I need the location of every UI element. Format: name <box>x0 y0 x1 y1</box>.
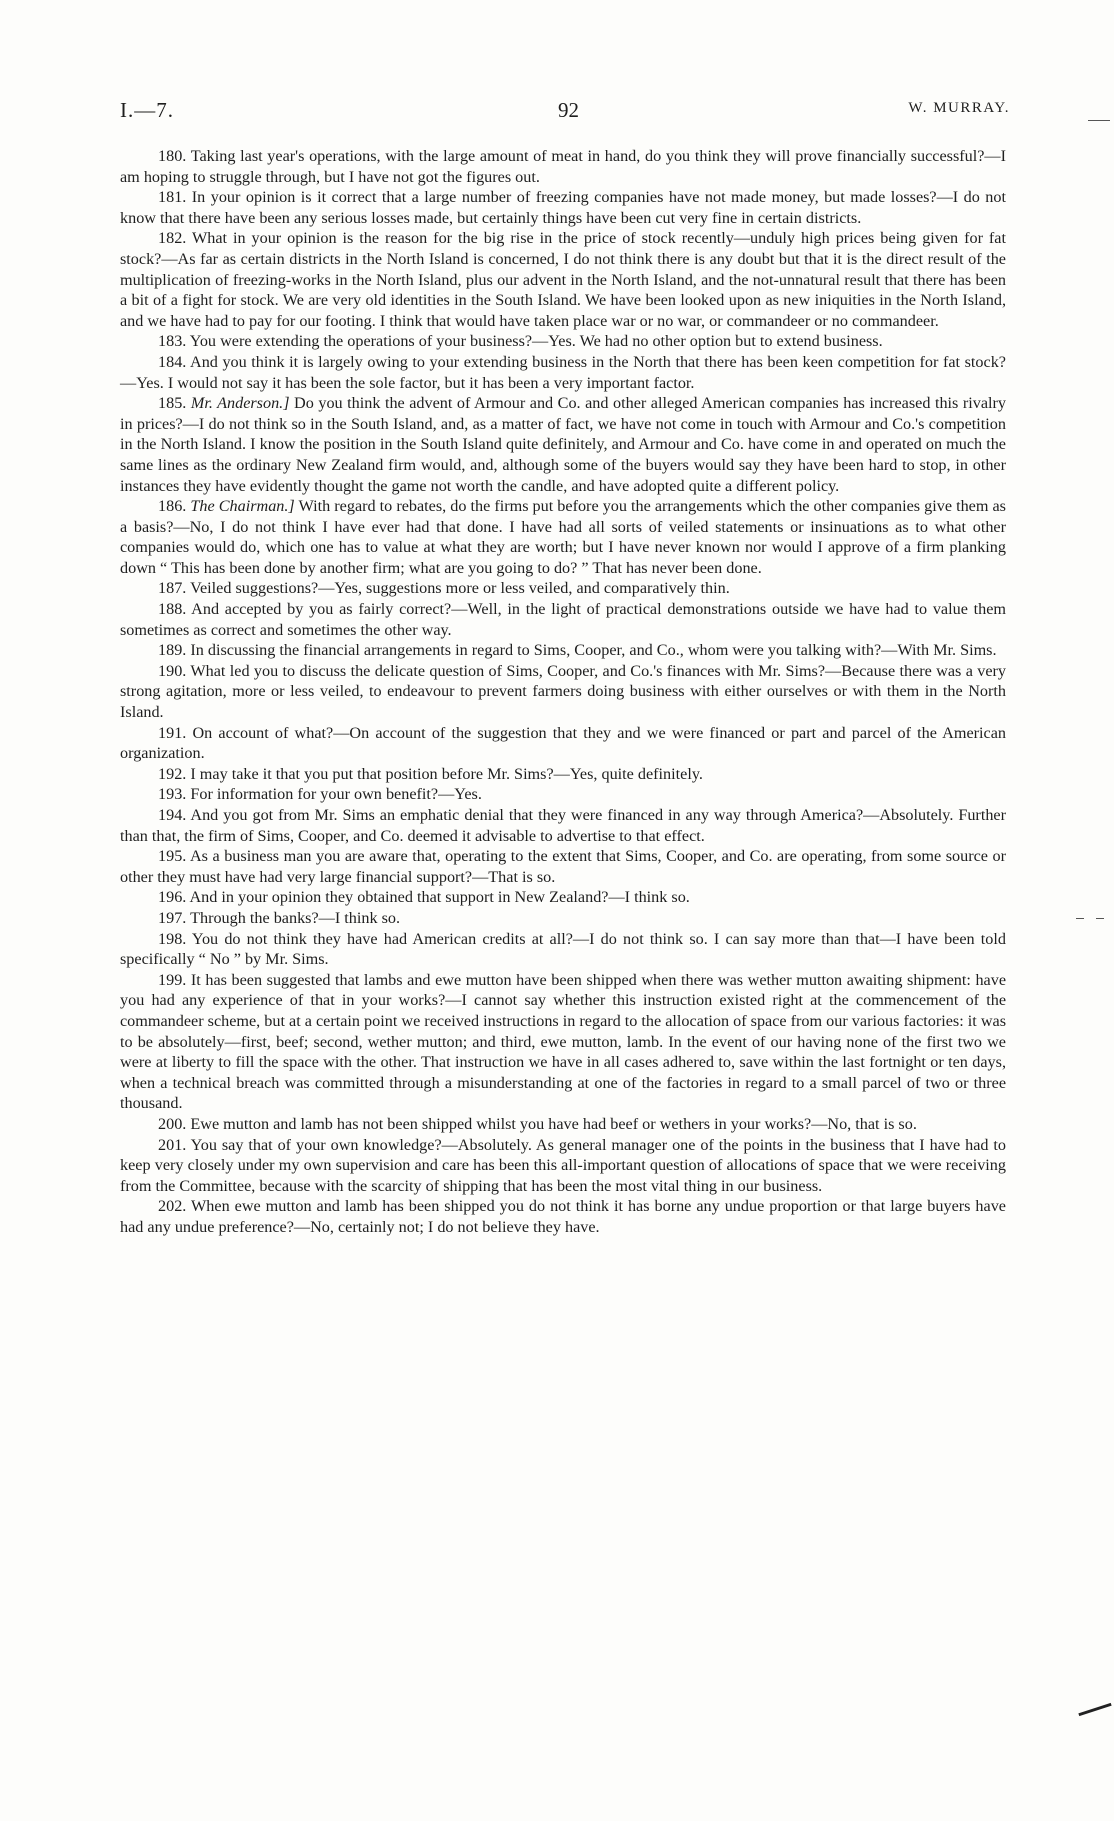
paragraph-199: 199. It has been suggested that lambs and ewe mutton have been shipped when there was wether mutton awaiting shipment: have you had any experience of that in your works?—I cannot say whether this instruction existed right at the commencement of the commandeer scheme, but at a certain point we received instructions in regard to the allocation of space from our various factories: it was to be absolutely—first, beef; second, wether mutton; and third, ewe mutton, lamb. In the event of our having none of the first two we were at liberty to fill the space with the other. That instruction we have in all cases adhered to, save within the last fortnight or ten days, when a technical breach was committed through a misunderstanding at one of the factories in regard to a small parcel of two or three thousand. <box>120 970 1006 1113</box>
paragraph-185 <box>120 393 1006 496</box>
paragraph-191: 191. On account of what?—On account of the suggestion that they and we were financed or part and parcel of the American organization. <box>120 723 1006 763</box>
question-number: 185. <box>158 394 187 413</box>
parliamentary-paper-ref: I.—7. <box>120 98 174 122</box>
paragraph-202: 202. When ewe mutton and lamb has been shipped you do not think it has borne any undue proportion or that large buyers have had any undue preference?—No, certainly not; I do not believe they have. <box>120 1197 1006 1236</box>
paragraph-182: 182. What in your opinion is the reason for the big rise in the price of stock recently—unduly high prices being given for fat stock?—As far as certain districts in the North Island is concerned, I do not think there is any doubt but that it is the direct result of the multiplication of freezing-works in the North Island, plus our advent in the North Island, and the not-unnatural result that there has been a bit of a fight for stock. We are very old identities in the South Island. We have been looked upon as new iniquities in the North Island, and we have had to pay for our footing. I think that would have taken place war or no war, or commandeer or no commandeer. <box>120 229 1006 330</box>
question-number: 186. <box>158 497 187 516</box>
paragraph-201: 201. You say that of your own knowledge?—Absolutely. As general manager one of the points in the business that I have had to keep very closely under my own supervision and care has been this all-important question of allocations of space that we were receiving from the Committee, because with the scarcity of shipping that has been the most vital thing in our business. <box>120 1135 1006 1195</box>
paragraph-186 <box>120 496 1006 578</box>
testimony-body <box>120 146 1006 1237</box>
speaker-name: The Chairman.] <box>190 497 295 516</box>
paragraph-189: 189. In discussing the financial arrangements in regard to Sims, Cooper, and Co., whom were you talking with?—With Mr. Sims. <box>158 641 997 660</box>
paragraph-190: 190. What led you to discuss the delicate question of Sims, Cooper, and Co.'s finances with Mr. Sims?—Because there was a very strong agitation, more or less veiled, to endeavour to prevent farmers doing business with either ourselves or with them in the North Island. <box>120 661 1006 722</box>
paragraph-181: 181. In your opinion is it correct that a large number of freezing companies have not made money, but made losses?—I do not know that there have been any serious losses made, but certainly things have been cut very fine in certain districts. <box>120 188 1006 227</box>
paragraph-198: 198. You do not think they have had American credits at all?—I do not think so. I can say more than that—I have been told specifically “ No ” by Mr. Sims. <box>120 929 1006 969</box>
paragraph-195: 195. As a business man you are aware that, operating to the extent that Sims, Cooper, and Co. are operating, from some source or other they must have had very large financial support?—That is so. <box>120 847 1006 886</box>
speaker-name: Mr. Anderson.] <box>190 394 290 413</box>
paragraph-180: 180. Taking last year's operations, with the large amount of meat in hand, do you think they will prove financially successful?—I am hoping to struggle through, but I have not got the figures out. <box>120 147 1006 186</box>
paragraph-192: 192. I may take it that you put that position before Mr. Sims?—Yes, quite definitely. <box>158 764 703 783</box>
paragraph-text: Do you think the advent of Armour and Co. and other alleged American companies has increased this rivalry in prices?—I do not think so in the South Island, and, as a matter of fact, we have not come in touch with Armour and Co.'s competition in the North Island. I know the position in the South Island quite definitely, and Armour and Co. have come in and operated on much the same lines as the ordinary New Zealand firm would, and, although some of the buyers would say they have been hard to stop, in other instances they have evidently thought the game not worth the candle, and have adopted quite a different policy. <box>120 394 1007 495</box>
margin-dash <box>1076 918 1084 919</box>
paragraph-193: 193. For information for your own benefit?—Yes. <box>158 785 482 804</box>
paragraph-196: 196. And in your opinion they obtained that support in New Zealand?—I think so. <box>158 888 690 907</box>
paragraph-183: 183. You were extending the operations of your business?—Yes. We had no other option but to extend business. <box>158 332 883 351</box>
paragraph-197: 197. Through the banks?—I think so. <box>158 908 401 927</box>
margin-rule <box>1088 120 1110 121</box>
paragraph-text: With regard to rebates, do the firms put before you the arrangements which the other companies give them as a basis?—No, I do not think I have ever had that done. I have had all sorts of veiled statements or insinuations as to what other companies would do, which one has to value at what they are worth; but I have never known nor would I approve of a firm planking down “ This has been done by another firm; what are you going to do? ” That has never been done. <box>120 497 1006 577</box>
pen-mark <box>1078 1703 1111 1716</box>
paragraph-187: 187. Veiled suggestions?—Yes, suggestions more or less veiled, and comparatively thin. <box>158 579 730 598</box>
paragraph-184: 184. And you think it is largely owing to your extending business in the North that there has been keen competition for fat stock?—Yes. I would not say it has been the sole factor, but it has been a very important factor. <box>120 352 1006 392</box>
witness-name: W. MURRAY. <box>908 100 1010 116</box>
margin-dash <box>1096 918 1104 919</box>
paragraph-200: 200. Ewe mutton and lamb has not been shipped whilst you have had beef or wethers in your works?—No, that is so. <box>158 1114 917 1133</box>
page-number: 92 <box>558 98 579 122</box>
paragraph-194: 194. And you got from Mr. Sims an emphatic denial that they were financed in any way through America?—Absolutely. Further than that, the firm of Sims, Cooper, and Co. deemed it advisable to advertise to that effect. <box>120 806 1006 845</box>
page-header <box>120 98 1010 126</box>
paragraph-188: 188. And accepted by you as fairly correct?—Well, in the light of practical demonstrations outside we have had to value them sometimes as correct and sometimes the other way. <box>120 600 1006 639</box>
